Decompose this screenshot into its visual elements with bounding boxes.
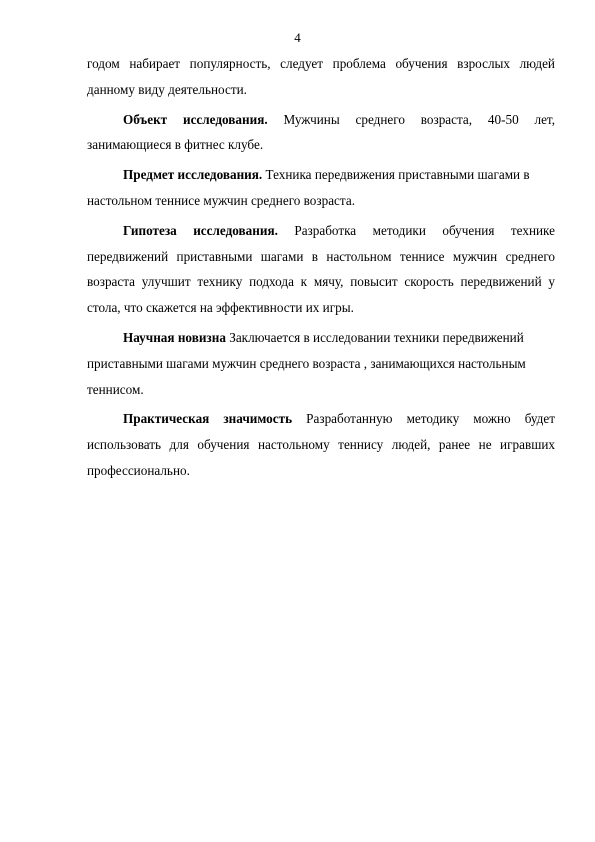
- paragraph-text: Разработанную методику можно будет использовать для обучения настольному теннису людей, ранее не игравших профессионально.: [87, 411, 556, 478]
- paragraph-text: Заключается в исследовании техники передвижений приставными шагами мужчин среднего возраста , занимающихся настольным теннисом.: [87, 329, 526, 397]
- paragraph-heading: Гипотеза исследования.: [123, 222, 278, 238]
- paragraph-heading: Предмет исследования.: [123, 167, 263, 183]
- paragraph-text: годом набирает популярность, следует проблема обучения взрослых людей данному виду деятельности.: [87, 56, 555, 97]
- paragraph-text: Техника передвижения приставными шагами в настольном теннисе мужчин среднего возраста.: [87, 167, 530, 208]
- paragraph-text: Мужчины среднего возраста, 40-50 лет, занимающиеся в фитнес клубе.: [87, 111, 555, 153]
- paragraph-research-subject: [87, 162, 555, 214]
- paragraph-text: Разработка методики обучения технике передвижений приставными шагами в настольном теннисе мужчин среднего возраста улучшит технику подхода к мячу, повысит скорость передвижений у стола, что скажется на эффективности их игры.: [87, 222, 555, 316]
- paragraph-heading: Практическая значимость: [123, 411, 293, 427]
- document-body: [87, 51, 555, 488]
- paragraph-research-hypothesis: [87, 218, 555, 321]
- paragraph-research-object: [87, 107, 555, 159]
- paragraph-heading: Научная новизна: [123, 329, 226, 345]
- page-number: 4: [294, 30, 301, 45]
- paragraph-scientific-novelty: [87, 325, 555, 402]
- paragraph-heading: Объект исследования.: [123, 111, 268, 127]
- paragraph-practical-significance: [87, 406, 555, 483]
- paragraph-intro-continuation: [87, 51, 555, 103]
